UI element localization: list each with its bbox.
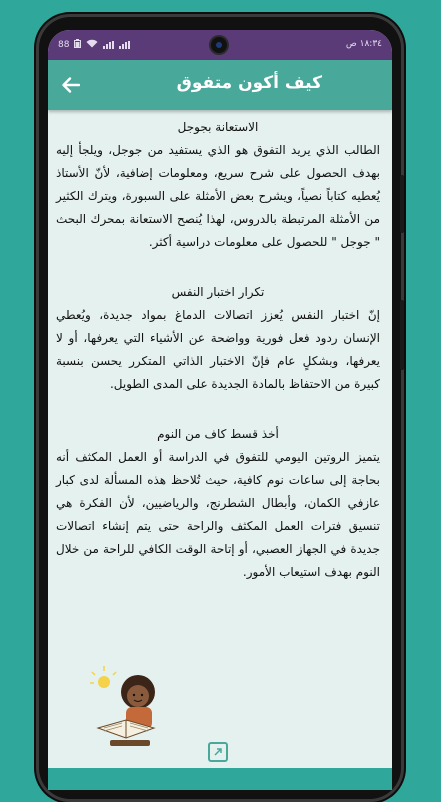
battery-icon [74, 39, 81, 51]
section-google [56, 116, 380, 254]
back-button[interactable] [58, 72, 84, 98]
status-bar [48, 30, 392, 60]
app-bar [48, 60, 392, 110]
signal-icon-2 [119, 41, 130, 49]
power-button [400, 300, 404, 370]
section-self-test [56, 281, 380, 396]
status-time: ١٨:٣٤ ص [345, 39, 382, 49]
volume-button [400, 175, 404, 233]
section-body: يتميز الروتين اليومي للتفوق في الدراسة أو العمل المكثف أنه بحاجة إلى ساعات نوم كافية، حيث تُلاحظ هذه المسألة لدى كبار عازفي الكمان، وأبطال الشطرنج، والرياضيين، لأن الفكرة هي تنسيق فترات العمل المكثف والراحة حتى يتم إنشاء اتصالات جديدة في الجهاز العصبي، أو إتاحة الوقت الكافي للراحة من خلال النوم بهدف استيعاب الأمور. [56, 450, 380, 579]
status-icons [58, 39, 130, 51]
battery-level: 88 [58, 40, 70, 50]
signal-icon [103, 41, 114, 49]
arrow-left-icon [62, 77, 80, 93]
section-title: أخذ قسط كاف من النوم [157, 427, 279, 441]
external-link-icon [210, 744, 226, 760]
section-body: الطالب الذي يريد التفوق هو الذي يستفيد من جوجل، ويلجأ إليه بهدف الحصول على شرح سريع، ومعلومات إضافية، لأنّ الأستاذ يُعطيه كتاباً نصياً، ويشرح بعض الأمثلة على السبورة، ويترك الكثير من الأمثلة المرتبطة بالدروس، لهذا يُنصح الاستعانة بمحرك البحث " جوجل " للحصول على معلومات دراسية أكثر. [56, 143, 380, 249]
section-title: الاستعانة بجوجل [177, 120, 259, 134]
wifi-icon [86, 39, 98, 51]
page-title: كيف أكون متفوق [176, 73, 322, 93]
bottom-bar [48, 768, 392, 790]
scroll-button[interactable] [208, 742, 228, 762]
front-camera [211, 37, 227, 53]
section-sleep [56, 423, 380, 584]
studying-girl-illustration [90, 662, 168, 752]
section-body: إنّ اختبار النفس يُعزز اتصالات الدماغ بمواد جديدة، ويُعطي الإنسان ردود فعل فورية وواضحة عن الأشياء التي يعرفها، أو لا يعرفها، وبشكلٍ عام فإنّ الاختبار الذاتي المتكرر يحسن بنسبة كبيرة من الاحتفاظ بالمادة الجديدة على المدى الطويل. [56, 308, 380, 391]
section-title: تكرار اختبار النفس [171, 285, 265, 299]
app-screen [48, 30, 392, 790]
